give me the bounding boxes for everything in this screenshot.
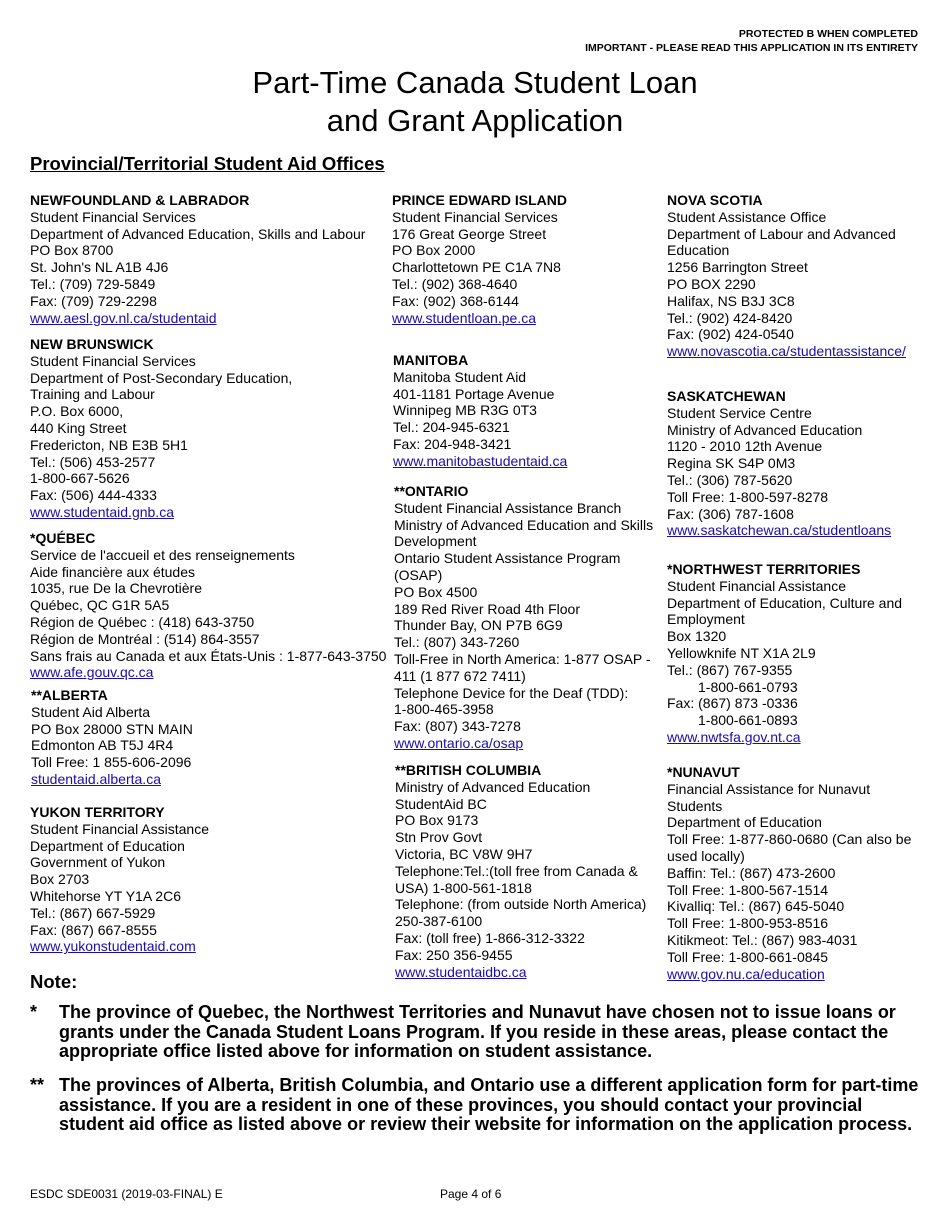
office-line: Halifax, NS B3J 3C8 (667, 292, 795, 309)
office-line: 1-800-667-5626 (30, 470, 130, 487)
office-name: *QUÉBEC (30, 530, 96, 546)
office-line: Department of Education (30, 837, 185, 854)
office-line: 250-387-6100 (395, 913, 483, 930)
office-line: Toll Free: 1-800-953-8516 (667, 915, 829, 932)
office-line: Fax: 250 356-9455 (395, 946, 513, 963)
office-line: St. John's NL A1B 4J6 (30, 259, 169, 276)
office-line: PO BOX 2290 (667, 275, 756, 292)
office-nunavut (667, 764, 911, 982)
office-line: PO Box 2000 (392, 242, 476, 259)
office-line: used locally) (667, 847, 745, 864)
note-marker: ** (30, 1075, 45, 1095)
office-line: Ministry of Advanced Education (395, 778, 591, 795)
office-line: Student Financial Assistance Branch (394, 499, 622, 516)
office-website-link[interactable]: www.studentaidbc.ca (395, 963, 527, 980)
office-ontario (394, 483, 653, 752)
office-line: 1-800-465-3958 (394, 701, 494, 718)
office-line: Kivalliq: Tel.: (867) 645-5040 (667, 898, 845, 915)
office-line: Fredericton, NB E3B 5H1 (30, 436, 188, 453)
office-line: StudentAid BC (395, 795, 487, 812)
office-line: Students (667, 797, 723, 814)
office-new-brunswick (30, 336, 292, 521)
office-name: PRINCE EDWARD ISLAND (392, 192, 568, 208)
page-number: Page 4 of 6 (440, 1187, 502, 1201)
office-line: Student Service Centre (667, 404, 812, 421)
office-name: **ALBERTA (31, 687, 108, 703)
office-line: Financial Assistance for Nunavut (667, 780, 871, 797)
office-name: MANITOBA (393, 352, 469, 368)
office-line: Department of Education (667, 814, 822, 831)
office-line: 176 Great George Street (392, 225, 547, 242)
office-name: **ONTARIO (394, 483, 469, 499)
office-line: Tel.: (807) 343-7260 (394, 634, 520, 651)
office-line: Fax: (306) 787-1608 (667, 505, 794, 522)
section-heading: Provincial/Territorial Student Aid Offices (30, 153, 385, 174)
protected-notice: PROTECTED B WHEN COMPLETED (738, 28, 918, 40)
office-line: Fax: (506) 444-4333 (30, 487, 157, 504)
office-line: Box 2703 (30, 871, 90, 888)
office-line: Fax: (902) 368-6144 (392, 292, 519, 309)
office-line: 440 King Street (30, 419, 127, 436)
office-name: **BRITISH COLUMBIA (395, 762, 542, 778)
office-name: *NORTHWEST TERRITORIES (667, 561, 861, 577)
office-name: *NUNAVUT (667, 764, 740, 780)
office-alberta (31, 687, 193, 788)
office-line: Fax: (867) 667-8555 (30, 921, 157, 938)
office-line: P.O. Box 6000, (30, 403, 124, 420)
office-line: Manitoba Student Aid (393, 368, 527, 385)
office-line: PO Box 28000 STN MAIN (31, 720, 193, 737)
office-line: Telephone: (from outside North America) (395, 896, 647, 913)
office-nova-scotia (667, 192, 906, 360)
office-yukon (30, 804, 209, 955)
office-line: Tel.: (867) 667-5929 (30, 904, 156, 921)
office-line: Fax: (toll free) 1-866-312-3322 (395, 929, 585, 946)
office-line: 411 (1 877 672 7411) (394, 667, 526, 684)
office-website-link[interactable]: www.studentloan.pe.ca (392, 309, 536, 326)
office-line: Winnipeg MB R3G 0T3 (393, 402, 537, 419)
note-title: Note: (30, 971, 78, 992)
office-line: Student Assistance Office (667, 208, 827, 225)
office-line: Employment (667, 611, 745, 628)
office-prince-edward-island (392, 192, 567, 326)
office-line: Department of Labour and Advanced (667, 225, 896, 242)
office-line: Victoria, BC V8W 9H7 (395, 845, 533, 862)
office-line: Kitikmeot: Tel.: (867) 983-4031 (667, 931, 858, 948)
office-name: NEW BRUNSWICK (30, 336, 154, 352)
office-name: YUKON TERRITORY (30, 804, 165, 820)
office-line: Tel.: (306) 787-5620 (667, 471, 793, 488)
office-line: PO Box 4500 (394, 583, 478, 600)
office-line: USA) 1-800-561-1818 (395, 879, 532, 896)
office-website-link[interactable]: www.ontario.ca/osap (394, 734, 524, 751)
office-line: Edmonton AB T5J 4R4 (31, 737, 174, 754)
office-line: Fax: 204-948-3421 (393, 435, 512, 452)
office-line: Training and Labour (30, 386, 155, 403)
office-line: Student Aid Alberta (31, 703, 151, 720)
note-text: The provinces of Alberta, British Columbia, and Ontario use a different application form for part-time assistance. If you are a resident in one of these provinces, you should contact your provincial student aid office as listed above or review their website for information on the application process. (59, 1075, 919, 1134)
office-line: Student Financial Services (392, 208, 558, 225)
office-line: Regina SK S4P 0M3 (667, 455, 796, 472)
office-line: Thunder Bay, ON P7B 6G9 (394, 617, 563, 634)
page-title-line-2: and Grant Application (326, 103, 624, 138)
office-line: Whitehorse YT Y1A 2C6 (30, 887, 181, 904)
office-line: Toll Free: 1-877-860-0680 (Can also be (667, 831, 912, 848)
office-line: Toll Free: 1 855-606-2096 (31, 754, 192, 771)
office-line: Fax: (867) 873 -0336 (667, 695, 798, 712)
form-id: ESDC SDE0031 (2019-03-FINAL) E (30, 1187, 223, 1201)
office-line: Aide financière aux études (30, 563, 195, 580)
office-name: NOVA SCOTIA (667, 192, 763, 208)
office-line: Stn Prov Govt (395, 829, 483, 846)
office-line: Telephone:Tel.:(toll free from Canada & (395, 862, 638, 879)
office-line: Québec, QC G1R 5A5 (30, 597, 170, 614)
office-line: Fax: (807) 343-7278 (394, 718, 521, 735)
office-line: Student Financial Services (30, 208, 196, 225)
office-manitoba (393, 352, 567, 470)
office-line: Sans frais au Canada et aux États-Unis : 1-877-643-3750 (30, 647, 387, 664)
office-line: Government of Yukon (30, 854, 166, 871)
office-line: Fax: (709) 729-2298 (30, 292, 157, 309)
office-website-link[interactable]: www.gov.nu.ca/education (667, 965, 825, 982)
note-item (30, 1076, 920, 1135)
office-line: PO Box 9173 (395, 812, 479, 829)
office-line: Student Financial Assistance (667, 577, 846, 594)
office-line: Department of Education, Culture and (667, 594, 903, 611)
office-british-columbia (395, 762, 646, 980)
office-website-link[interactable]: studentaid.alberta.ca (31, 770, 161, 787)
office-line: Yellowknife NT X1A 2L9 (667, 644, 816, 661)
office-line: Student Financial Assistance (30, 820, 209, 837)
office-line: Ontario Student Assistance Program (394, 550, 621, 567)
office-newfoundland-labrador (30, 192, 365, 326)
office-line: PO Box 8700 (30, 242, 114, 259)
office-website-link[interactable]: www.novascotia.ca/studentassistance/ (667, 343, 906, 360)
office-line: 1256 Barrington Street (667, 259, 808, 276)
page-title-line-1: Part-Time Canada Student Loan (252, 65, 698, 100)
office-line: Education (667, 242, 730, 259)
office-line: Toll Free: 1-800-597-8278 (667, 488, 829, 505)
office-line: Région de Québec : (418) 643-3750 (30, 613, 255, 630)
office-website-link[interactable]: www.manitobastudentaid.ca (393, 452, 568, 469)
office-line: Box 1320 (667, 628, 727, 645)
office-line: Ministry of Advanced Education (667, 421, 863, 438)
office-line: Tel.: (506) 453-2577 (30, 453, 156, 470)
office-line: Tel.: (867) 767-9355 (667, 661, 793, 678)
office-saskatchewan (667, 388, 891, 539)
office-line: 401-1181 Portage Avenue (393, 385, 555, 402)
office-line: Department of Advanced Education, Skills and Labour (30, 225, 366, 242)
office-line: 1035, rue De la Chevrotière (30, 580, 202, 597)
office-line: Tel.: (902) 424-8420 (667, 309, 793, 326)
office-line: Development (394, 533, 477, 550)
office-website-link[interactable]: www.studentaid.gnb.ca (30, 503, 174, 520)
office-line: Telephone Device for the Deaf (TDD): (394, 684, 629, 701)
office-name: SASKATCHEWAN (667, 388, 786, 404)
office-line: 1-800-661-0793 (698, 678, 798, 695)
office-line: Tel.: (902) 368-4640 (392, 275, 518, 292)
office-line: Tel.: 204-945-6321 (393, 419, 510, 436)
office-line: Charlottetown PE C1A 7N8 (392, 259, 561, 276)
office-line: Fax: (902) 424-0540 (667, 326, 794, 343)
office-line: Department of Post-Secondary Education, (30, 369, 293, 386)
note-text: The province of Quebec, the Northwest Territories and Nunavut have chosen not to issue loans or grants under the Canada Student Loans Program. If you reside in these areas, please contact the appropriate office listed above for information on student assistance. (59, 1002, 896, 1061)
note-item (30, 1003, 920, 1062)
office-website-link[interactable]: www.aesl.gov.nl.ca/studentaid (30, 309, 217, 326)
office-line: Toll-Free in North America: 1-877 OSAP - (394, 650, 651, 667)
important-notice: IMPORTANT - PLEASE READ THIS APPLICATION IN ITS ENTIRETY (585, 42, 918, 54)
office-website-link[interactable]: www.saskatchewan.ca/studentloans (667, 522, 892, 539)
office-line: Service de l'accueil et des renseignements (30, 546, 295, 563)
office-northwest-territories (667, 561, 902, 746)
office-website-link[interactable]: www.yukonstudentaid.com (30, 938, 196, 955)
office-website-link[interactable]: www.afe.gouv.qc.ca (30, 664, 154, 681)
office-line: 189 Red River Road 4th Floor (394, 600, 580, 617)
office-website-link[interactable]: www.nwtsfa.gov.nt.ca (667, 728, 801, 745)
office-line: Student Financial Services (30, 352, 196, 369)
office-line: 1-800-661-0893 (698, 712, 798, 729)
office-line: Baffin: Tel.: (867) 473-2600 (667, 864, 836, 881)
office-name: NEWFOUNDLAND & LABRADOR (30, 192, 250, 208)
office-line: Toll Free: 1-800-661-0845 (667, 948, 829, 965)
office-line: Ministry of Advanced Education and Skills (394, 516, 654, 533)
office-line: 1120 - 2010 12th Avenue (667, 438, 823, 455)
office-quebec (30, 530, 386, 681)
office-line: Toll Free: 1-800-567-1514 (667, 881, 829, 898)
office-line: Tel.: (709) 729-5849 (30, 275, 156, 292)
note-marker: * (30, 1002, 38, 1022)
office-line: (OSAP) (394, 566, 443, 583)
office-line: Région de Montréal : (514) 864-3557 (30, 630, 260, 647)
